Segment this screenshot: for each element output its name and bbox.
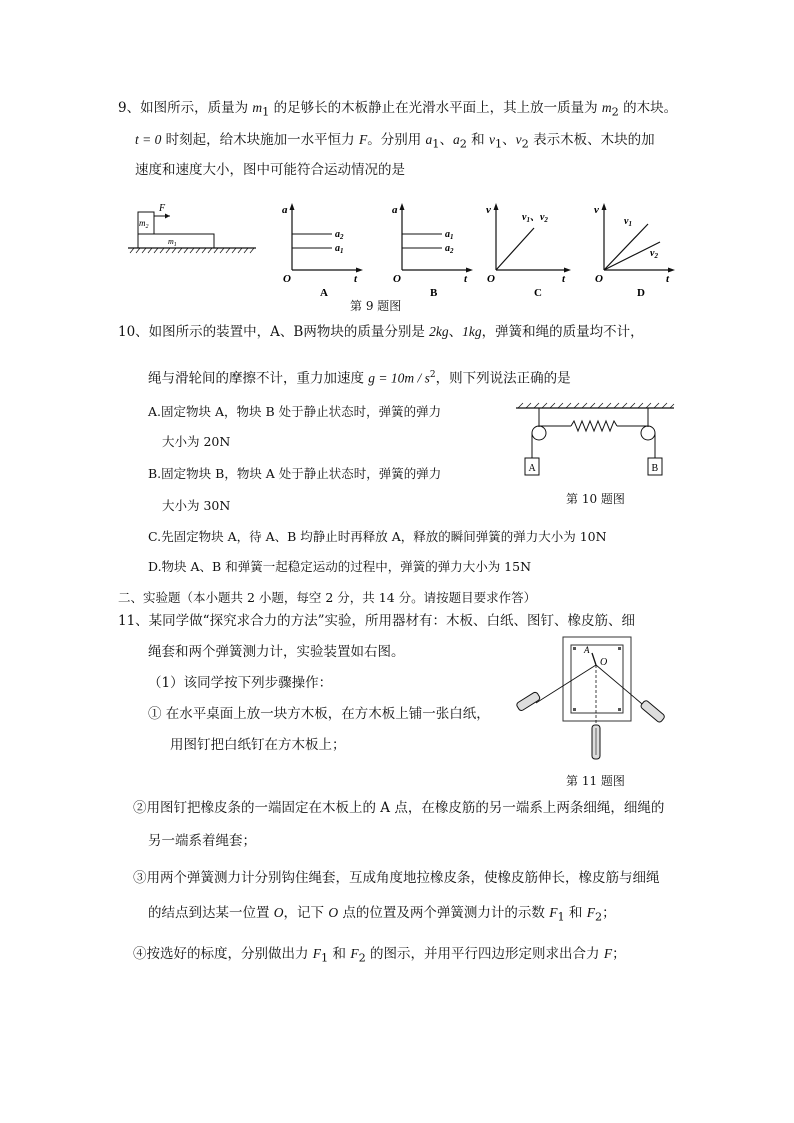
point-o-label: O: [600, 657, 608, 668]
q10-line-1: 10、如图所示的装置中，A、B两物块的质量分别是 2kg、1kg，弹簧和绳的质量均不计，: [118, 324, 644, 340]
lower-label: $a_2$: [445, 243, 454, 255]
origin-label: O: [487, 273, 495, 285]
ground-hatch: [130, 248, 254, 253]
graph-label: B: [430, 287, 438, 299]
lower-label: $v_2$: [650, 248, 658, 260]
q10-option-a-1: A.固定物块 A，物块 B 处于静止状态时，弹簧的弹力: [148, 404, 442, 419]
q9-line-1: 9、如图所示，质量为 $m_1$ 的足够长的木板静止在光滑水平面上，其上放一质量为 $m_2$ 的木块。: [118, 100, 678, 119]
rubber-band: [592, 653, 596, 665]
q10-option-b-2: 大小为 30N: [162, 498, 231, 513]
q10-figure: [516, 400, 676, 485]
q9-graph-b: [390, 200, 480, 300]
q11-step-3a: ③用两个弹簧测力计分别钩住绳套，互成角度地拉橡皮条，使橡皮筋伸长，橡皮筋与细绳: [133, 870, 660, 886]
q11-figure-caption: 第 11 题图: [566, 774, 625, 788]
q11-step-1a: ① 在水平桌面上放一块方木板，在方木板上铺一张白纸，: [148, 706, 490, 722]
y-axis-label: a: [392, 204, 398, 216]
common-line: [496, 228, 534, 270]
y-axis-arrow: [494, 203, 499, 210]
board-m1-label: $m_1$: [168, 237, 177, 248]
graph-label: D: [637, 287, 645, 299]
q11-line-2: 绳套和两个弹簧测力计，实验装置如右图。: [148, 644, 405, 660]
origin-label: O: [595, 273, 603, 285]
q9-line-3: 速度和速度大小，图中可能符合运动情况的是: [135, 162, 405, 178]
string-right: [596, 665, 648, 709]
q10-option-c: C.先固定物块 A，待 A、B 均静止时再释放 A，释放的瞬间弹簧的弹力大小为 10N: [148, 529, 607, 544]
q11-step-3b: 的结点到达某一位置 O，记下 O 点的位置及两个弹簧测力计的示数 $F_1$ 和 $F_2$；: [148, 905, 616, 924]
upper-label: $v_1$: [624, 216, 632, 228]
q11-step-2a: ②用图钉把橡皮条的一端固定在木板上的 A 点，在橡皮筋的另一端系上两条细绳，细绳的: [133, 800, 665, 816]
origin-label: O: [283, 273, 291, 285]
x-axis-label: t: [666, 273, 670, 285]
q10-option-d: D.物块 A、B 和弹簧一起稳定运动的过程中，弹簧的弹力大小为 15N: [148, 559, 532, 574]
q11-step-4: ④按选好的标度，分别做出力 $F_1$ 和 $F_2$ 的图示，并用平行四边形定则求出合力 F；: [133, 946, 626, 965]
point-a-label: A: [584, 645, 590, 655]
x-axis-arrow: [564, 268, 571, 273]
graph-label: C: [534, 287, 542, 299]
q9-setup-figure: [128, 200, 258, 260]
graph-label: A: [320, 287, 328, 299]
x-axis-arrow: [466, 268, 473, 273]
q9-graph-d: [592, 200, 687, 300]
q11-step-2b: 另一端系着绳套；: [148, 833, 256, 849]
block-b-label: B: [651, 463, 659, 474]
spring-scale-bottom: [592, 725, 600, 759]
x-axis-label: t: [562, 273, 566, 285]
q9-graph-c: [484, 200, 579, 300]
pushpins: [573, 647, 621, 711]
x-axis-label: t: [464, 273, 468, 285]
origin-label: O: [393, 273, 401, 285]
upper-line: [604, 224, 648, 270]
q10-line-2: 绳与滑轮间的摩擦不计，重力加速度 $g = 10m / s^2$，则下列说法正确的是: [148, 370, 571, 387]
block-a-label: A: [528, 463, 536, 474]
y-axis-label: v: [486, 204, 491, 216]
ceiling-hatch: [518, 403, 674, 408]
x-axis-arrow: [668, 268, 675, 273]
q11-step-intro: （1）该同学按下列步骤操作：: [148, 675, 333, 691]
upper-label: $a_2$: [335, 229, 344, 241]
q11-figure: [512, 635, 672, 765]
y-axis-label: v: [594, 204, 599, 216]
q11-step-1b: 用图钉把白纸钉在方木板上；: [170, 737, 346, 753]
y-axis-arrow: [290, 203, 295, 210]
q11-line-1: 11、某同学做“探究求合力的方法”实验，所用器材有：木板、白纸、图钉、橡皮筋、细: [118, 613, 635, 629]
force-arrowhead: [165, 214, 170, 219]
q10-option-b-1: B.固定物块 B，物块 A 处于静止状态时，弹簧的弹力: [148, 466, 442, 481]
q9-graph-a: [280, 200, 370, 300]
upper-label: $a_1$: [445, 229, 454, 241]
x-axis-arrow: [356, 268, 363, 273]
q10-option-a-2: 大小为 20N: [162, 434, 231, 449]
lower-label: $a_1$: [335, 243, 344, 255]
y-axis-label: a: [282, 204, 288, 216]
line-label: $v_1$、$v_2$: [522, 212, 548, 224]
force-label: F: [159, 203, 166, 214]
y-axis-arrow: [400, 203, 405, 210]
white-paper: [571, 645, 623, 713]
string-left: [536, 665, 596, 703]
right-pulley: [641, 426, 655, 440]
spring-scale-left: [516, 691, 541, 711]
spring-scale-right: [640, 700, 666, 724]
q9-figure-caption: 第 9 题图: [350, 299, 402, 313]
spring: [571, 421, 617, 431]
y-axis-arrow: [602, 203, 607, 210]
left-pulley: [532, 426, 546, 440]
x-axis-label: t: [354, 273, 358, 285]
section-2-title: 二、实验题（本小题共 2 小题，每空 2 分，共 14 分。请按题目要求作答）: [118, 590, 537, 605]
q9-line-2: t = 0 时刻起，给木块施加一水平恒力 F。分别用 $a_1$、$a_2$ 和 $v_1$、$v_2$ 表示木板、木块的加: [135, 132, 655, 151]
q10-figure-caption: 第 10 题图: [566, 492, 625, 506]
block-m2-label: $m_2$: [139, 218, 149, 230]
